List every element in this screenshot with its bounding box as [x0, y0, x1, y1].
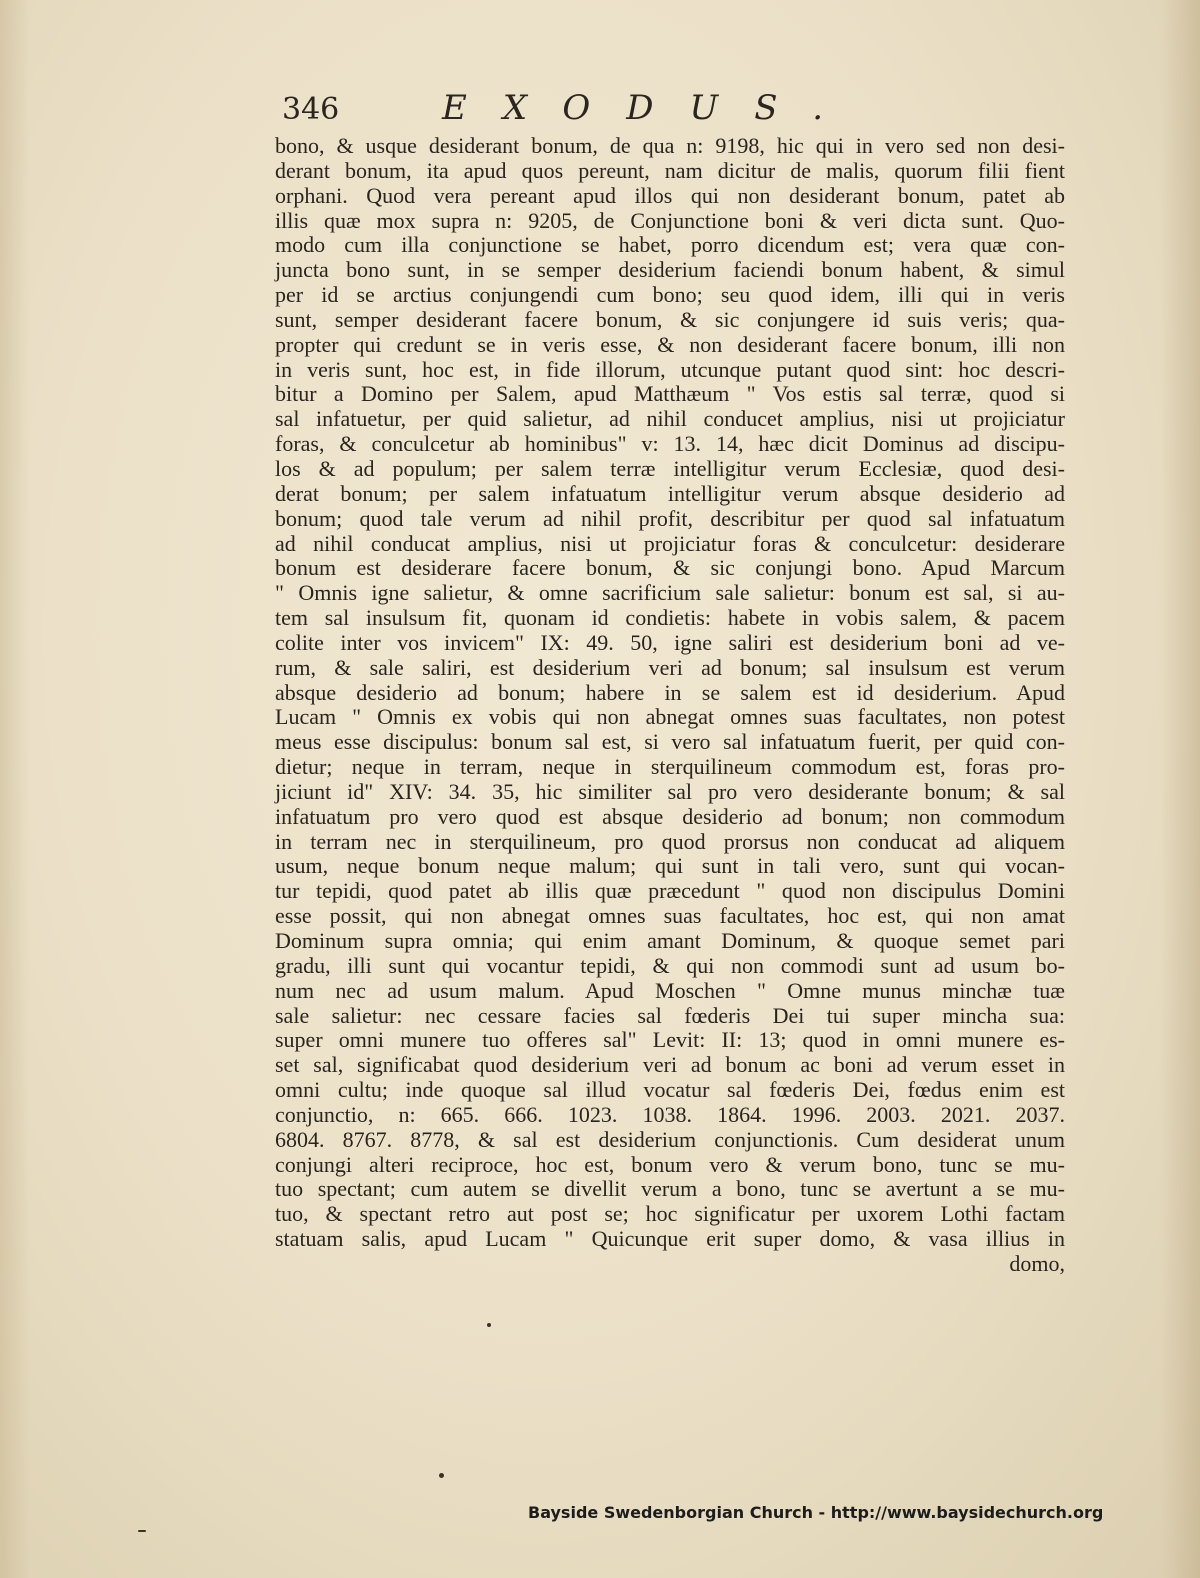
text-line: propter qui credunt se in veris esse, & non desiderant facere bonum, illi non: [275, 331, 1065, 357]
text-line: sale salietur: nec cessare facies sal fœderis Dei tui super mincha sua:: [275, 1002, 1065, 1028]
text-line: bonum; quod tale verum ad nihil profit, describitur per quod sal infatuatum: [275, 505, 1065, 531]
text-line: colite inter vos invicem" IX: 49. 50, igne saliri est desiderium boni ad ve-: [275, 629, 1065, 655]
text-line: los & ad populum; per salem terræ intelligitur verum Ecclesiæ, quod desi-: [275, 455, 1065, 481]
text-line: tur tepidi, quod patet ab illis quæ præcedunt " quod non discipulus Domini: [275, 878, 1065, 904]
text-line: statuam salis, apud Lucam " Quicunque erit super domo, & vasa illius in: [275, 1226, 1065, 1252]
text-line: omni cultu; inde quoque sal illud vocatur sal fœderis Dei, fœdus enim est: [275, 1077, 1065, 1103]
text-line: 6804. 8767. 8778, & sal est desiderium conjunctionis. Cum desiderat unum: [275, 1126, 1065, 1152]
text-line: in veris sunt, hoc est, in fide illorum, utcunque putant quod sint: hoc descri-: [275, 356, 1065, 382]
ink-speck: [138, 1530, 146, 1532]
text-line: tuo spectant; cum autem se divellit verum a bono, tunc se avertunt a se mu-: [275, 1176, 1065, 1202]
text-line: derat bonum; per salem infatuatum intelligitur verum absque desiderio ad: [275, 480, 1065, 506]
text-line: num nec ad usum malum. Apud Moschen " Omne munus minchæ tuæ: [275, 977, 1065, 1003]
page-number: 346: [282, 92, 340, 127]
text-line: sunt, semper desiderant facere bonum, & sic conjungere id suis veris; qua-: [275, 306, 1065, 332]
text-line: sal infatuetur, per quid salietur, ad nihil conducet amplius, nisi ut projiciatur: [275, 406, 1065, 432]
text-line: jiciunt id" XIV: 34. 35, hic similiter sal pro vero desiderante bonum; & sal: [275, 778, 1065, 804]
page-edge-shadow-left: [0, 0, 30, 1578]
text-line: absque desiderio ad bonum; habere in se salem est id desiderium. Apud: [275, 679, 1065, 705]
ink-speck: [487, 1323, 491, 1327]
text-line: Dominum supra omnia; qui enim amant Dominum, & quoque semet pari: [275, 928, 1065, 953]
footer-credit: Bayside Swedenborgian Church - http://www.baysidechurch.org: [528, 1503, 1104, 1522]
text-line: meus esse discipulus: bonum sal est, si vero sal infatuatum fuerit, per quid con-: [275, 729, 1065, 755]
text-line: bitur a Domino per Salem, apud Matthæum " Vos estis sal terræ, quod si: [275, 381, 1065, 407]
catchword: domo,: [1009, 1250, 1065, 1276]
text-line: set sal, significabat quod desiderium veri ad bonum ac boni ad verum esset in: [275, 1052, 1065, 1078]
text-line: rum, & sale saliri, est desiderium veri ad bonum; sal insulsum est verum: [275, 654, 1065, 680]
text-line: derant bonum, ita apud quos pereunt, nam dicitur de malis, quorum filii fient: [275, 157, 1065, 183]
text-line: Lucam " Omnis ex vobis qui non abnegat omnes suas facultates, non potest: [275, 704, 1065, 730]
text-line: orphani. Quod vera pereant apud illos qui non desiderant bonum, patet ab: [275, 182, 1065, 208]
text-line: esse possit, qui non abnegat omnes suas facultates, hoc est, qui non amat: [275, 903, 1065, 929]
text-line: juncta bono sunt, in se semper desiderium faciendi bonum habent, & simul: [275, 257, 1065, 283]
ink-speck: [439, 1473, 444, 1478]
text-line: bono, & usque desiderant bonum, de qua n: 9198, hic qui in vero sed non desi-: [275, 133, 1065, 158]
text-line: tuo, & spectant retro aut post se; hoc significatur per uxorem Lothi factam: [275, 1201, 1065, 1227]
text-line: super omni munere tuo offeres sal" Levit: II: 13; quod in omni munere es-: [275, 1027, 1065, 1053]
text-line: in terram nec in sterquilineum, pro quod prorsus non conducat ad aliquem: [275, 828, 1065, 854]
text-line: ad nihil conducat amplius, nisi ut projiciatur foras & conculcetur: desiderare: [275, 530, 1065, 556]
body-text: [275, 134, 1065, 1277]
text-line: illis quæ mox supra n: 9205, de Conjunctione boni & veri dicta sunt. Quo-: [275, 207, 1065, 233]
text-line: dietur; neque in terram, neque in sterquilineum commodum est, foras pro-: [275, 754, 1065, 780]
text-line: per id se arctius conjungendi cum bono; seu quod idem, illi qui in veris: [275, 282, 1065, 308]
text-line: tem sal insulsum fit, quonam id condietis: habete in vobis salem, & pacem: [275, 605, 1065, 631]
page-edge-shadow-right: [1160, 0, 1200, 1578]
text-line: usum, neque bonum neque malum; qui sunt in tali vero, sunt qui vocan-: [275, 853, 1065, 879]
text-line: foras, & conculcetur ab hominibus" v: 13. 14, hæc dicit Dominus ad discipu-: [275, 431, 1065, 457]
text-line: bonum est desiderare facere bonum, & sic conjungi bono. Apud Marcum: [275, 555, 1065, 581]
text-line: gradu, illi sunt qui vocantur tepidi, & qui non commodi sunt ad usum bo-: [275, 952, 1065, 978]
text-line: conjungi alteri reciproce, hoc est, bonum vero & verum bono, tunc se mu-: [275, 1151, 1065, 1177]
running-title: EXODUS.: [442, 88, 860, 128]
text-line: infatuatum pro vero quod est absque desiderio ad bonum; non commodum: [275, 803, 1065, 829]
text-line: " Omnis igne salietur, & omne sacrificium sale salietur: bonum est sal, si au-: [275, 580, 1065, 606]
text-line: modo cum illa conjunctione se habet, porro dicendum est; vera quæ con-: [275, 232, 1065, 258]
page-header: [282, 88, 1082, 138]
text-line: conjunctio, n: 665. 666. 1023. 1038. 1864. 1996. 2003. 2021. 2037.: [275, 1101, 1065, 1127]
